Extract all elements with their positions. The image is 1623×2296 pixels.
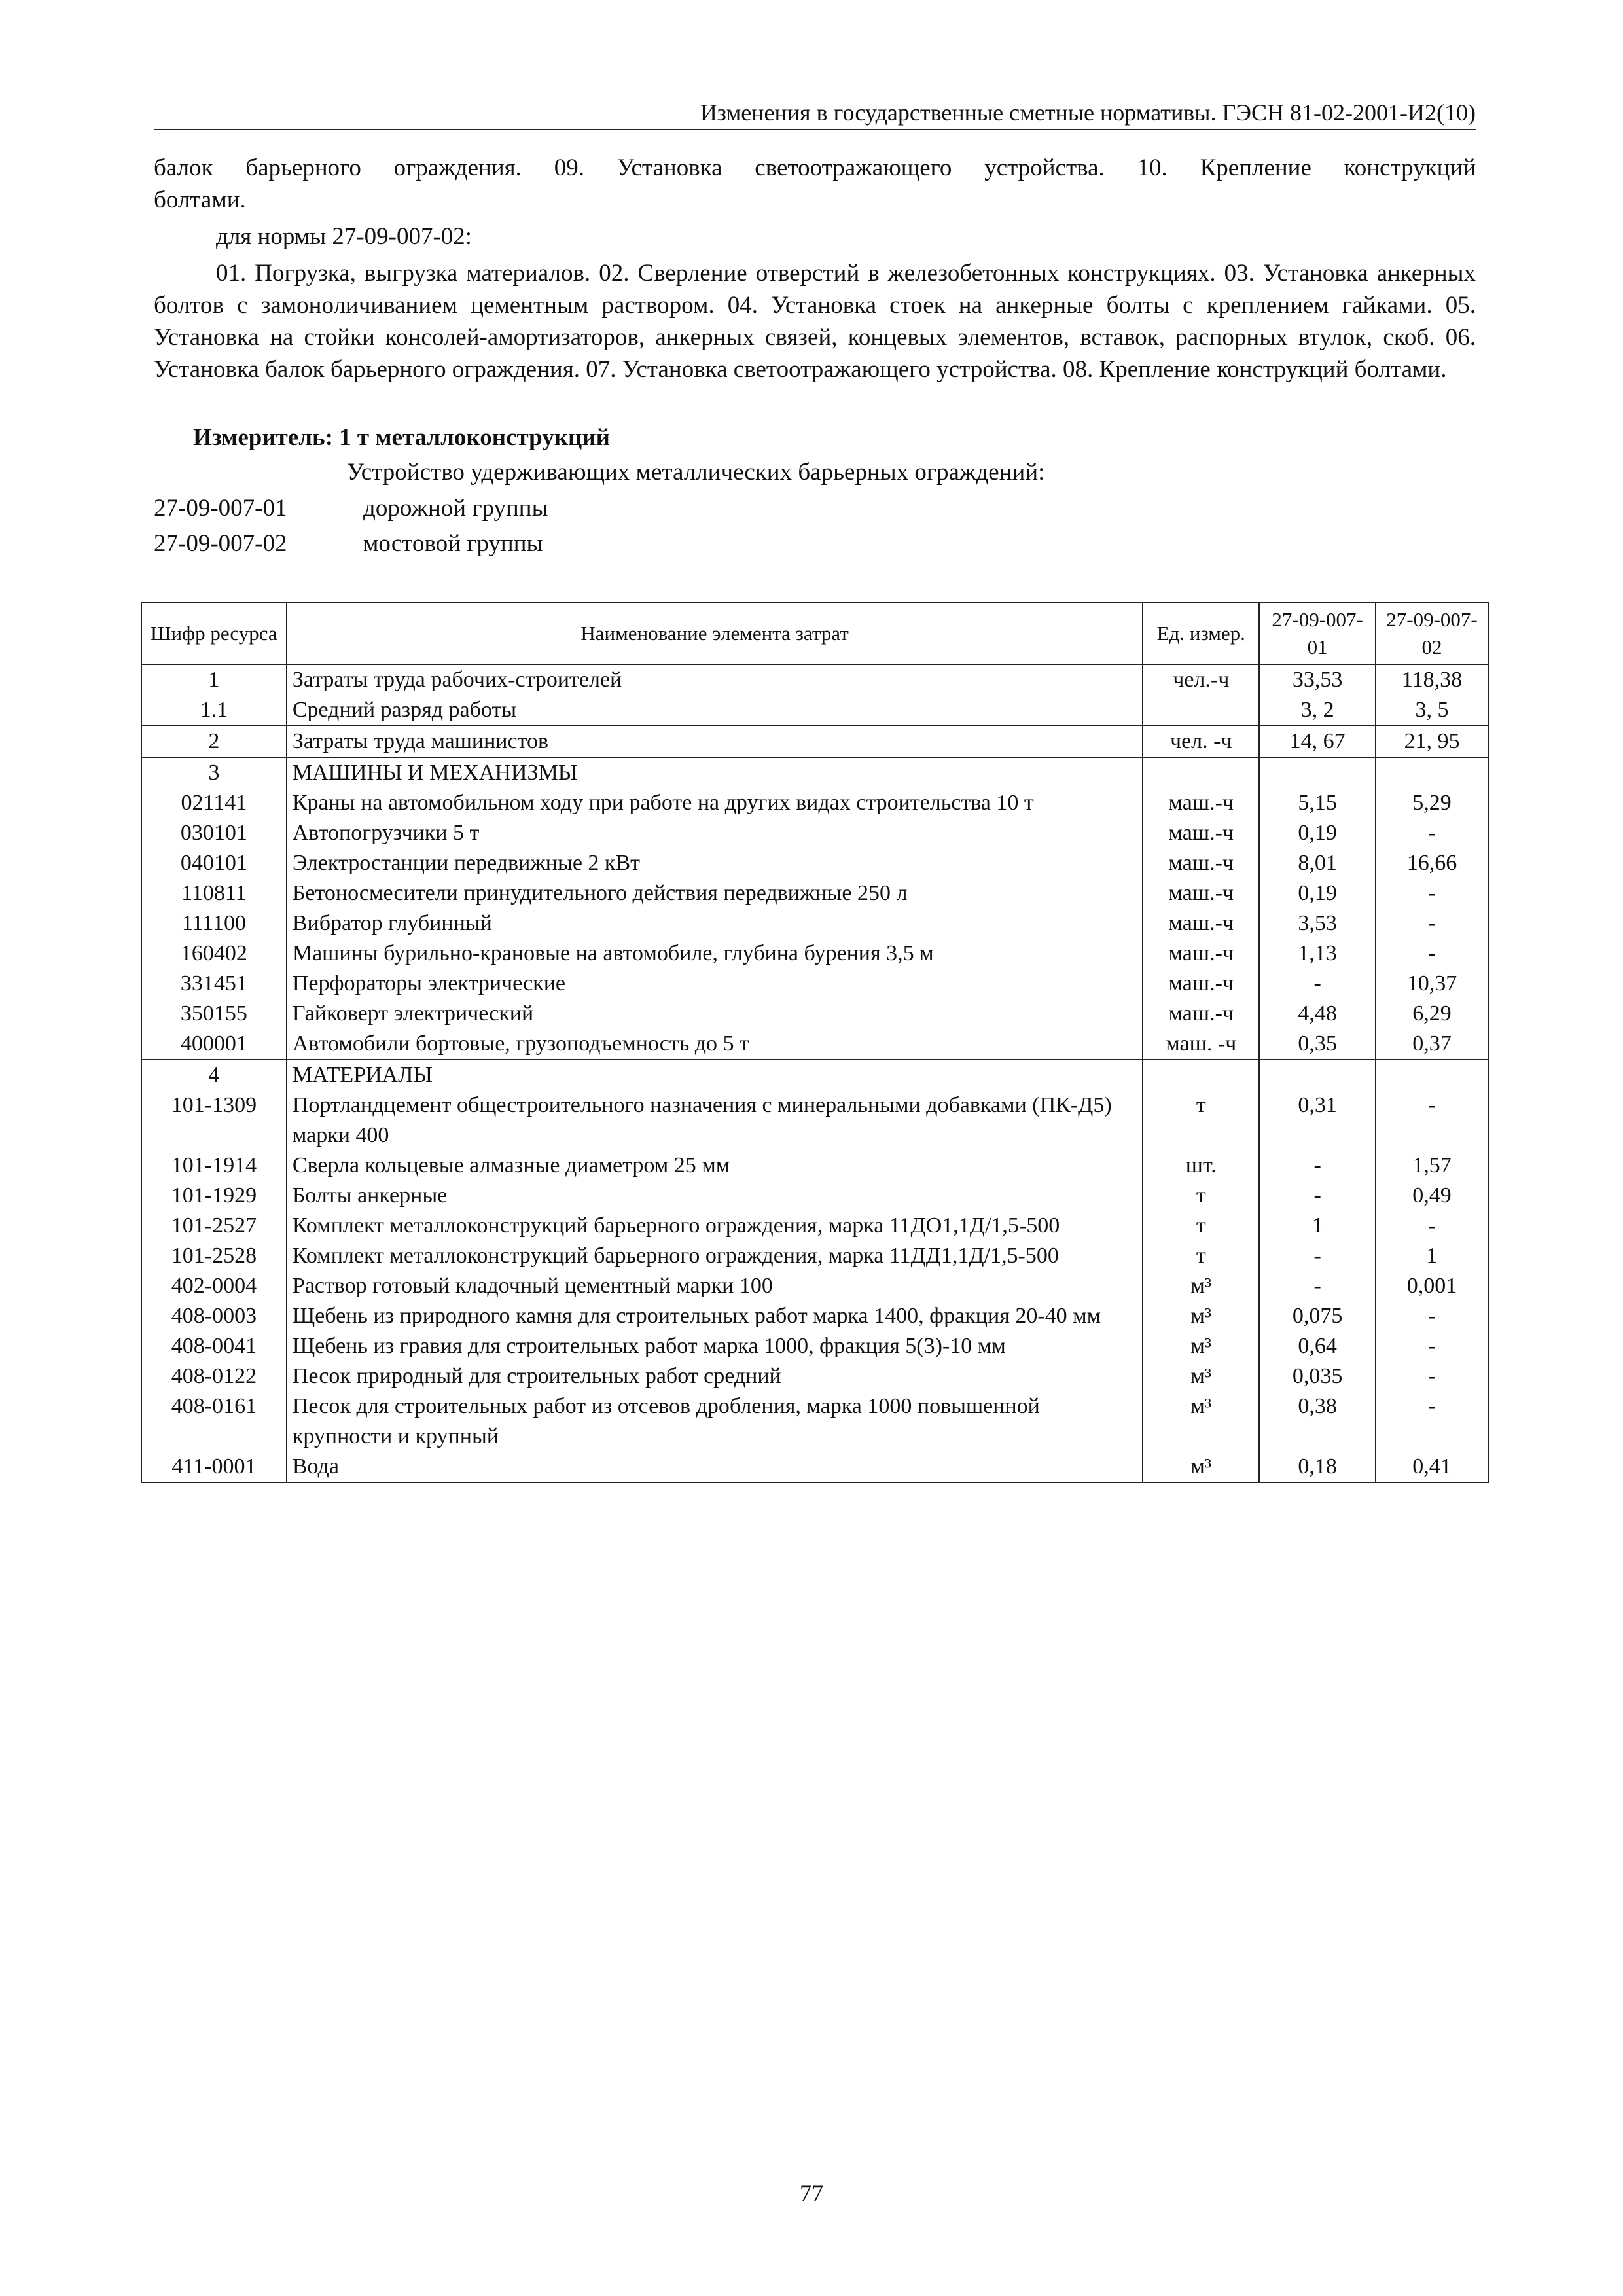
cell-code: 2 (141, 726, 287, 757)
cell-v2: - (1376, 1391, 1488, 1452)
cell-name: МАТЕРИАЛЫ (287, 1060, 1143, 1090)
table-row (141, 726, 1488, 757)
cell-v1: 33,53 (1259, 664, 1376, 695)
cell-v1: 0,35 (1259, 1029, 1376, 1060)
table-row (141, 1181, 1488, 1211)
running-header: Изменения в государственные сметные нормативы. ГЭСН 81-02-2001-И2(10) (154, 98, 1476, 130)
cell-v2: - (1376, 939, 1488, 969)
cell-unit: м³ (1143, 1331, 1259, 1361)
cell-unit: шт. (1143, 1151, 1259, 1181)
cell-name: Машины бурильно-крановые на автомобиле, глубина бурения 3,5 м (287, 939, 1143, 969)
cell-name: Комплект металлоконструкций барьерного ограждения, марка 11ДО1,1Д/1,5-500 (287, 1211, 1143, 1241)
intro-line-2: болтами. (154, 187, 246, 213)
cell-v1: 0,19 (1259, 818, 1376, 848)
table-row (141, 695, 1488, 726)
table-row (141, 788, 1488, 818)
cell-unit: маш.-ч (1143, 939, 1259, 969)
table-header-row (141, 603, 1488, 664)
cell-v2: - (1376, 908, 1488, 939)
table-row (141, 999, 1488, 1029)
cell-code: 110811 (141, 878, 287, 908)
cell-unit: маш.-ч (1143, 908, 1259, 939)
cell-unit: чел. -ч (1143, 726, 1259, 757)
table-row (141, 939, 1488, 969)
cell-v1: 3, 2 (1259, 695, 1376, 726)
header-code: Шифр ресурса (141, 603, 287, 664)
measure-line: Измеритель: 1 т металлоконструкций (193, 424, 610, 451)
header-unit: Ед. измер. (1143, 603, 1259, 664)
cell-code: 101-1309 (141, 1090, 287, 1151)
cell-name: Портландцемент общестроительного назначения с минеральными добавками (ПК-Д5) марки 400 (287, 1090, 1143, 1151)
cell-v2: - (1376, 1090, 1488, 1151)
cell-name: Краны на автомобильном ходу при работе на других видах строительства 10 т (287, 788, 1143, 818)
table-row (141, 1391, 1488, 1452)
cell-unit: маш.-ч (1143, 878, 1259, 908)
table-row (141, 848, 1488, 878)
cell-code: 111100 (141, 908, 287, 939)
table-row (141, 969, 1488, 999)
table-row (141, 1090, 1488, 1151)
cell-v2: 118,38 (1376, 664, 1488, 695)
table-row (141, 1301, 1488, 1331)
cell-v1: 0,075 (1259, 1301, 1376, 1331)
norm-code-2: 27-09-007-02 (154, 530, 287, 557)
table-body (141, 664, 1488, 1482)
cell-name: Автопогрузчики 5 т (287, 818, 1143, 848)
cell-v2 (1376, 757, 1488, 788)
cell-code: 021141 (141, 788, 287, 818)
cell-v1: 4,48 (1259, 999, 1376, 1029)
table-row (141, 1060, 1488, 1090)
cell-v1: 1 (1259, 1211, 1376, 1241)
cell-v1: 0,035 (1259, 1361, 1376, 1391)
cell-code: 402-0004 (141, 1271, 287, 1301)
cell-name: Средний разряд работы (287, 695, 1143, 726)
cell-v1: - (1259, 1241, 1376, 1271)
cell-name: Вода (287, 1452, 1143, 1482)
cell-code: 408-0161 (141, 1391, 287, 1452)
header-norm-1: 27-09-007-01 (1259, 603, 1376, 664)
cell-name: Песок природный для строительных работ средний (287, 1361, 1143, 1391)
cell-unit: м³ (1143, 1391, 1259, 1452)
cell-unit: маш.-ч (1143, 788, 1259, 818)
cell-code: 4 (141, 1060, 287, 1090)
cell-code: 101-2527 (141, 1211, 287, 1241)
cell-code: 101-2528 (141, 1241, 287, 1271)
table-row (141, 757, 1488, 788)
cell-v2: 0,41 (1376, 1452, 1488, 1482)
cell-unit: маш.-ч (1143, 999, 1259, 1029)
cell-unit: м³ (1143, 1271, 1259, 1301)
cell-code: 030101 (141, 818, 287, 848)
cell-unit: т (1143, 1241, 1259, 1271)
cell-name: Гайковерт электрический (287, 999, 1143, 1029)
cell-v2: 5,29 (1376, 788, 1488, 818)
cell-name: Затраты труда рабочих-строителей (287, 664, 1143, 695)
cell-unit: маш.-ч (1143, 818, 1259, 848)
cell-v1: - (1259, 1271, 1376, 1301)
cell-v2: 0,37 (1376, 1029, 1488, 1060)
operations-paragraph: 01. Погрузка, выгрузка материалов. 02. Сверление отверстий в железобетонных конструкциях. 03. Установка анкерных болтов с замоноличиванием цементным раствором. 04. Установка стоек на анкерные болты с креплением гайками. 05. Установка на стойки консолей-амортизаторов, анкерных связей, концевых элементов, вставок, распорных втулок, скоб. 06. Установка балок барьерного ограждения. 07. Установка светоотражающего устройства. 08. Крепление конструкций болтами. (154, 260, 1476, 383)
cell-unit: чел.-ч (1143, 664, 1259, 695)
cell-v1: 0,64 (1259, 1331, 1376, 1361)
cell-v1: - (1259, 1181, 1376, 1211)
table-row (141, 878, 1488, 908)
cell-code: 040101 (141, 848, 287, 878)
cell-name: Затраты труда машинистов (287, 726, 1143, 757)
table-row (141, 1029, 1488, 1060)
norm-name-2: мостовой группы (363, 530, 543, 557)
cell-name: Перфораторы электрические (287, 969, 1143, 999)
cell-unit: маш. -ч (1143, 1029, 1259, 1060)
cell-unit: маш.-ч (1143, 969, 1259, 999)
cell-v2 (1376, 1060, 1488, 1090)
cell-code: 101-1929 (141, 1181, 287, 1211)
cell-code: 160402 (141, 939, 287, 969)
cell-name: Раствор готовый кладочный цементный марки 100 (287, 1271, 1143, 1301)
table-row (141, 908, 1488, 939)
cell-code: 408-0041 (141, 1331, 287, 1361)
cell-v1: 0,31 (1259, 1090, 1376, 1151)
norm-label: для нормы 27-09-007-02: (216, 223, 473, 250)
cell-v2: - (1376, 818, 1488, 848)
cell-v2: - (1376, 1211, 1488, 1241)
cell-v1: 0,18 (1259, 1452, 1376, 1482)
cell-name: Песок для строительных работ из отсевов дробления, марка 1000 повышенной крупности и крупный (287, 1391, 1143, 1452)
cell-unit: м³ (1143, 1301, 1259, 1331)
cell-v2: 1 (1376, 1241, 1488, 1271)
table-row (141, 1211, 1488, 1241)
cell-code: 408-0122 (141, 1361, 287, 1391)
cell-code: 408-0003 (141, 1301, 287, 1331)
cell-v2: 3, 5 (1376, 695, 1488, 726)
cell-name: Болты анкерные (287, 1181, 1143, 1211)
cell-code: 101-1914 (141, 1151, 287, 1181)
cell-v1: 5,15 (1259, 788, 1376, 818)
cell-unit: м³ (1143, 1452, 1259, 1482)
cell-v1: 1,13 (1259, 939, 1376, 969)
cell-v1: - (1259, 1151, 1376, 1181)
table-row (141, 1361, 1488, 1391)
cell-v2: 10,37 (1376, 969, 1488, 999)
cell-v1 (1259, 1060, 1376, 1090)
cell-code: 411-0001 (141, 1452, 287, 1482)
cell-v1: 3,53 (1259, 908, 1376, 939)
cell-unit: маш.-ч (1143, 848, 1259, 878)
cell-v2: - (1376, 1301, 1488, 1331)
cell-v2: 16,66 (1376, 848, 1488, 878)
table-row (141, 1331, 1488, 1361)
table-row (141, 818, 1488, 848)
cell-name: Автомобили бортовые, грузоподъемность до 5 т (287, 1029, 1143, 1060)
header-norm-2: 27-09-007-02 (1376, 603, 1488, 664)
cell-unit (1143, 1060, 1259, 1090)
cell-v1: 14, 67 (1259, 726, 1376, 757)
norm-code-1: 27-09-007-01 (154, 495, 287, 522)
resources-table (141, 602, 1489, 1483)
cell-name: Сверла кольцевые алмазные диаметром 25 мм (287, 1151, 1143, 1181)
cell-unit: т (1143, 1211, 1259, 1241)
cell-v2: 21, 95 (1376, 726, 1488, 757)
cell-code: 400001 (141, 1029, 287, 1060)
cell-unit: м³ (1143, 1361, 1259, 1391)
table-row (141, 1271, 1488, 1301)
cell-unit: т (1143, 1181, 1259, 1211)
device-caption: Устройство удерживающих металлических барьерных ограждений: (347, 459, 1045, 486)
cell-v2: - (1376, 878, 1488, 908)
cell-name: МАШИНЫ И МЕХАНИЗМЫ (287, 757, 1143, 788)
cell-unit: т (1143, 1090, 1259, 1151)
cell-name: Щебень из природного камня для строительных работ марка 1400, фракция 20-40 мм (287, 1301, 1143, 1331)
header-name: Наименование элемента затрат (287, 603, 1143, 664)
cell-v1: 0,38 (1259, 1391, 1376, 1452)
cell-v2: - (1376, 1361, 1488, 1391)
cell-unit (1143, 757, 1259, 788)
cell-code: 331451 (141, 969, 287, 999)
table-row (141, 1241, 1488, 1271)
cell-code: 1 (141, 664, 287, 695)
cell-v1: 8,01 (1259, 848, 1376, 878)
cell-v2: - (1376, 1331, 1488, 1361)
cell-v2: 1,57 (1376, 1151, 1488, 1181)
cell-name: Комплект металлоконструкций барьерного ограждения, марка 11ДД1,1Д/1,5-500 (287, 1241, 1143, 1271)
cell-unit (1143, 695, 1259, 726)
cell-code: 1.1 (141, 695, 287, 726)
intro-line-1: балок барьерного ограждения. 09. Установка светоотражающего устройства. 10. Крепление конструкций (154, 154, 1476, 181)
table-row (141, 1452, 1488, 1482)
cell-name: Бетоносмесители принудительного действия передвижные 250 л (287, 878, 1143, 908)
table-row (141, 664, 1488, 695)
page-number: 77 (800, 2180, 823, 2206)
cell-code: 3 (141, 757, 287, 788)
table-row (141, 1151, 1488, 1181)
norm-name-1: дорожной группы (363, 495, 548, 522)
cell-v1: - (1259, 969, 1376, 999)
cell-v2: 0,49 (1376, 1181, 1488, 1211)
cell-v1: 0,19 (1259, 878, 1376, 908)
cell-v2: 6,29 (1376, 999, 1488, 1029)
cell-v2: 0,001 (1376, 1271, 1488, 1301)
cell-name: Электростанции передвижные 2 кВт (287, 848, 1143, 878)
cell-name: Щебень из гравия для строительных работ марка 1000, фракция 5(3)-10 мм (287, 1331, 1143, 1361)
cell-code: 350155 (141, 999, 287, 1029)
cell-name: Вибратор глубинный (287, 908, 1143, 939)
cell-v1 (1259, 757, 1376, 788)
